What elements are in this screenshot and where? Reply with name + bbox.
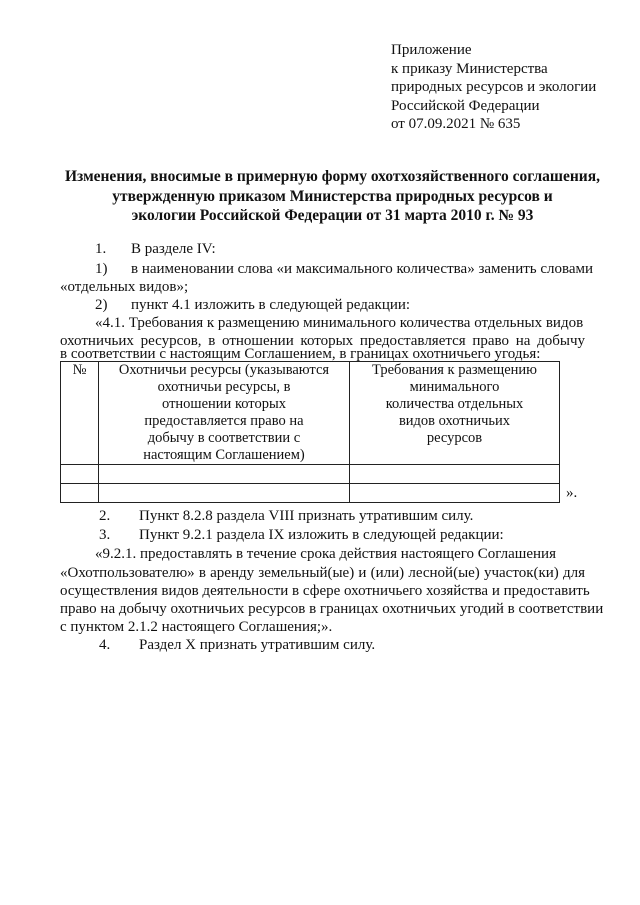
item-text: Пункт 9.2.1 раздела IX изложить в следующей редакции: [139, 527, 504, 543]
item-4 [99, 636, 375, 654]
title-line: Изменения, вносимые в примерную форму охотхозяйственного соглашения, [65, 168, 600, 185]
item-number: 1) [95, 261, 108, 277]
header-cell-number: № [61, 362, 99, 465]
subitem-1 [95, 260, 593, 278]
header-cell-resources [99, 362, 350, 465]
cell-line: добычу в соответствии с [147, 430, 301, 446]
quote-4-1-line: охотничьих ресурсов, в отношении которых предоставляется право на добычу [60, 333, 585, 349]
item-2 [99, 507, 473, 525]
item-text: Раздел X признать утратившим силу. [139, 637, 376, 653]
cell-line: видов охотничьих [398, 413, 511, 429]
requirements-table [60, 361, 560, 503]
header-cell-requirements [350, 362, 560, 465]
quote-9-2-1-line: с пунктом 2.1.2 настоящего Соглашения;». [60, 619, 333, 635]
header-line: Приложение [391, 42, 472, 58]
quote-9-2-1-line: право на добычу охотничьих ресурсов в границах охотничьих угодий в соответствии [60, 601, 604, 617]
document-title [60, 167, 605, 226]
item-text: пункт 4.1 изложить в следующей редакции: [131, 297, 411, 313]
cell-line: ресурсов [426, 430, 483, 446]
item-number: 4. [99, 637, 111, 653]
item-3 [99, 526, 504, 544]
table-header-row [61, 362, 560, 465]
subitem-2 [95, 296, 410, 314]
cell-line: количества отдельных [385, 396, 524, 412]
appendix-header [391, 41, 596, 134]
header-line: к приказу Министерства [391, 60, 548, 77]
table-closing-quote: ». [566, 485, 578, 501]
table-cell [61, 465, 99, 484]
header-line: Российской Федерации [391, 97, 540, 114]
header-line: от 07.09.2021 № 635 [391, 116, 521, 132]
item-number: 1. [95, 241, 107, 257]
table-cell [99, 465, 350, 484]
cell-line: настоящим Соглашением) [143, 447, 305, 463]
item-text: в наименовании слова «и максимального количества» заменить словами [131, 261, 594, 277]
subitem-1-cont: «отдельных видов»; [60, 279, 189, 295]
item-number: 3. [99, 527, 111, 543]
item-number: 2) [95, 297, 108, 313]
table-cell [61, 484, 99, 503]
table-cell [99, 484, 350, 503]
title-line: экологии Российской Федерации от 31 марта 2010 г. № 93 [131, 207, 534, 224]
cell-line: предоставляется право на [144, 413, 304, 429]
cell-line: Требования к размещению [372, 362, 537, 378]
item-number: 2. [99, 508, 111, 524]
quote-4-1-line: в соответствии с настоящим Соглашением, в границах охотничьего угодья: [60, 346, 541, 362]
table-cell [350, 465, 560, 484]
cell-line: охотничьи ресурсы, в [157, 379, 291, 395]
cell-line: минимального [409, 379, 500, 395]
quote-9-2-1-line: «Охотпользователю» в аренду земельный(ые) и (или) лесной(ые) участок(ки) для [60, 565, 585, 581]
item-text: Пункт 8.2.8 раздела VIII признать утратившим силу. [139, 508, 474, 524]
quote-9-2-1-line: осуществления видов деятельности в сфере охотничьего хозяйства и предоставить [60, 583, 590, 599]
table-row [61, 484, 560, 503]
item-1 [95, 240, 216, 258]
item-text: В разделе IV: [131, 241, 216, 257]
title-line: утвержденную приказом Министерства природных ресурсов и [112, 187, 553, 205]
table-cell [350, 484, 560, 503]
cell-line: отношении которых [162, 396, 286, 412]
quote-4-1-line: «4.1. Требования к размещению минимального количества отдельных видов [95, 315, 584, 331]
quote-9-2-1-line: «9.2.1. предоставлять в течение срока действия настоящего Соглашения [95, 546, 556, 562]
table-row [61, 465, 560, 484]
header-line: природных ресурсов и экологии [391, 79, 597, 95]
cell-line: Охотничьи ресурсы (указываются [118, 362, 330, 378]
